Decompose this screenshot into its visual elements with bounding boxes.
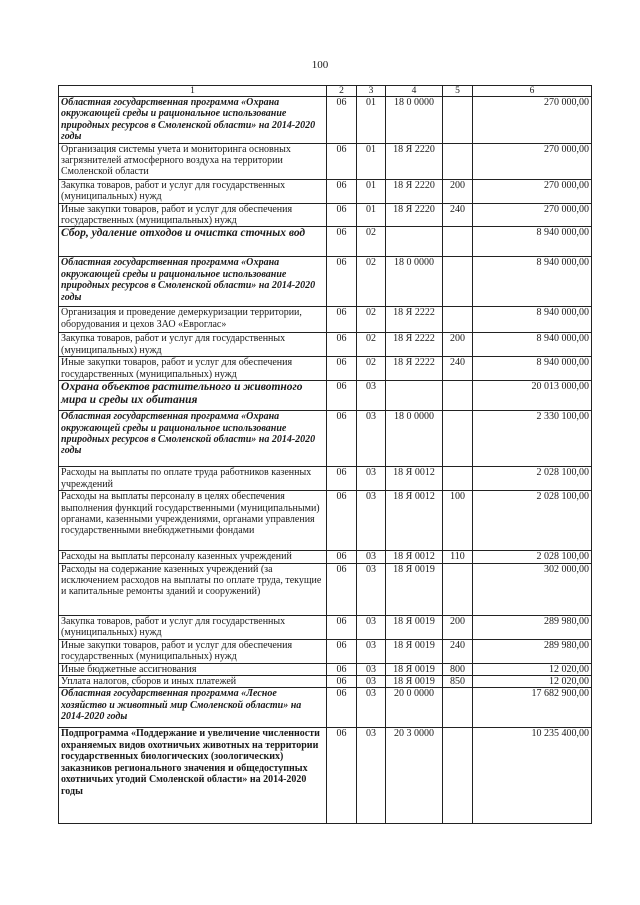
row-expense-type [443, 143, 473, 179]
row-subsection: 02 [357, 333, 386, 357]
row-subsection: 01 [357, 97, 386, 144]
row-section: 06 [327, 491, 357, 551]
row-target-code: 18 Я 0012 [386, 467, 443, 491]
row-target-code: 18 Я 0019 [386, 663, 443, 675]
table-row [59, 676, 592, 688]
row-expense-type: 240 [443, 203, 473, 227]
row-subsection: 03 [357, 676, 386, 688]
row-name: Сбор, удаление отходов и очистка сточных вод [59, 227, 327, 257]
row-expense-type [443, 563, 473, 615]
row-target-code [386, 381, 443, 411]
row-expense-type [443, 227, 473, 257]
table-row [59, 551, 592, 563]
row-expense-type [443, 467, 473, 491]
row-section: 06 [327, 357, 357, 381]
row-target-code [386, 227, 443, 257]
row-target-code: 18 Я 0012 [386, 551, 443, 563]
row-target-code: 18 Я 2222 [386, 307, 443, 333]
row-section: 06 [327, 203, 357, 227]
col-header-6: 6 [473, 86, 592, 97]
row-target-code: 20 0 0000 [386, 688, 443, 728]
row-amount: 270 000,00 [473, 97, 592, 144]
row-target-code: 20 3 0000 [386, 728, 443, 824]
row-name: Расходы на выплаты по оплате труда работников казенных учреждений [59, 467, 327, 491]
table-row [59, 257, 592, 307]
row-section: 06 [327, 257, 357, 307]
row-target-code: 18 0 0000 [386, 97, 443, 144]
row-section: 06 [327, 179, 357, 203]
col-header-4: 4 [386, 86, 443, 97]
row-expense-type: 240 [443, 357, 473, 381]
row-subsection: 02 [357, 357, 386, 381]
row-amount: 8 940 000,00 [473, 257, 592, 307]
row-section: 06 [327, 143, 357, 179]
row-subsection: 01 [357, 179, 386, 203]
row-expense-type: 100 [443, 491, 473, 551]
row-target-code: 18 Я 2220 [386, 179, 443, 203]
row-expense-type [443, 97, 473, 144]
row-subsection: 03 [357, 688, 386, 728]
row-target-code: 18 Я 0019 [386, 615, 443, 639]
row-section: 06 [327, 381, 357, 411]
row-subsection: 02 [357, 307, 386, 333]
table-row [59, 688, 592, 728]
row-name: Иные бюджетные ассигнования [59, 663, 327, 675]
row-amount: 270 000,00 [473, 179, 592, 203]
row-subsection: 03 [357, 411, 386, 467]
row-amount: 12 020,00 [473, 676, 592, 688]
row-target-code: 18 Я 0012 [386, 491, 443, 551]
row-expense-type [443, 257, 473, 307]
row-section: 06 [327, 467, 357, 491]
row-name: Расходы на выплаты персоналу в целях обеспечения выполнения функций государственными (муниципальными) органами, казенными учреждениями, органами управления государственными внебюджетными фондами [59, 491, 327, 551]
row-amount: 2 028 100,00 [473, 551, 592, 563]
row-target-code: 18 Я 2222 [386, 333, 443, 357]
table-row [59, 615, 592, 639]
table-row [59, 357, 592, 381]
row-subsection: 03 [357, 663, 386, 675]
row-section: 06 [327, 615, 357, 639]
table-row [59, 491, 592, 551]
page-number: 100 [311, 59, 329, 71]
row-name: Областная государственная программа «Охрана окружающей среды и рациональное использование природных ресурсов в Смоленской области» на 2014-2020 годы [59, 257, 327, 307]
row-amount: 2 028 100,00 [473, 491, 592, 551]
table-row [59, 467, 592, 491]
row-name: Уплата налогов, сборов и иных платежей [59, 676, 327, 688]
row-target-code: 18 Я 0019 [386, 563, 443, 615]
table-row [59, 663, 592, 675]
row-subsection: 03 [357, 381, 386, 411]
row-expense-type: 850 [443, 676, 473, 688]
row-name: Иные закупки товаров, работ и услуг для обеспечения государственных (муниципальных) нужд [59, 203, 327, 227]
col-header-2: 2 [327, 86, 357, 97]
row-section: 06 [327, 639, 357, 663]
row-target-code: 18 Я 2220 [386, 203, 443, 227]
row-section: 06 [327, 688, 357, 728]
row-expense-type [443, 307, 473, 333]
row-name: Закупка товаров, работ и услуг для государственных (муниципальных) нужд [59, 615, 327, 639]
row-expense-type [443, 411, 473, 467]
table-row [59, 639, 592, 663]
row-section: 06 [327, 97, 357, 144]
row-amount: 289 980,00 [473, 639, 592, 663]
table-row [59, 411, 592, 467]
row-amount: 2 028 100,00 [473, 467, 592, 491]
row-amount: 20 013 000,00 [473, 381, 592, 411]
row-name: Закупка товаров, работ и услуг для государственных (муниципальных) нужд [59, 333, 327, 357]
table-row [59, 333, 592, 357]
table-row [59, 143, 592, 179]
row-target-code: 18 Я 2220 [386, 143, 443, 179]
row-name: Областная государственная программа «Лесное хозяйство и животный мир Смоленской области» на 2014-2020 годы [59, 688, 327, 728]
table-row [59, 307, 592, 333]
col-header-3: 3 [357, 86, 386, 97]
row-section: 06 [327, 307, 357, 333]
row-name: Расходы на содержание казенных учреждений (за исключением расходов на выплаты по оплате труда, текущие и капитальные ремонты зданий и сооружений) [59, 563, 327, 615]
row-name: Охрана объектов растительного и животного мира и среды их обитания [59, 381, 327, 411]
row-subsection: 01 [357, 143, 386, 179]
table-row [59, 179, 592, 203]
row-amount: 8 940 000,00 [473, 307, 592, 333]
row-expense-type: 200 [443, 179, 473, 203]
table-row [59, 203, 592, 227]
row-subsection: 03 [357, 467, 386, 491]
row-name: Организация и проведение демеркуризации территории, оборудования и цехов ЗАО «Евроглас» [59, 307, 327, 333]
row-subsection: 02 [357, 257, 386, 307]
row-section: 06 [327, 563, 357, 615]
row-section: 06 [327, 333, 357, 357]
row-name: Иные закупки товаров, работ и услуг для обеспечения государственных (муниципальных) нужд [59, 639, 327, 663]
row-expense-type: 240 [443, 639, 473, 663]
table-row [59, 381, 592, 411]
row-name: Областная государственная программа «Охрана окружающей среды и рациональное использование природных ресурсов в Смоленской области» на 2014-2020 годы [59, 411, 327, 467]
row-name: Организация системы учета и мониторинга основных загрязнителей атмосферного воздуха на территории Смоленской области [59, 143, 327, 179]
row-subsection: 03 [357, 728, 386, 824]
row-target-code: 18 0 0000 [386, 411, 443, 467]
row-expense-type [443, 728, 473, 824]
row-amount: 8 940 000,00 [473, 227, 592, 257]
row-name: Расходы на выплаты персоналу казенных учреждений [59, 551, 327, 563]
row-amount: 302 000,00 [473, 563, 592, 615]
row-expense-type [443, 381, 473, 411]
row-subsection: 03 [357, 551, 386, 563]
header-row [59, 86, 592, 97]
row-amount: 289 980,00 [473, 615, 592, 639]
row-target-code: 18 0 0000 [386, 257, 443, 307]
row-expense-type: 200 [443, 333, 473, 357]
row-amount: 8 940 000,00 [473, 357, 592, 381]
row-name: Иные закупки товаров, работ и услуг для обеспечения государственных (муниципальных) нужд [59, 357, 327, 381]
row-subsection: 03 [357, 615, 386, 639]
budget-table [58, 85, 592, 824]
row-expense-type: 110 [443, 551, 473, 563]
row-amount: 10 235 400,00 [473, 728, 592, 824]
row-amount: 270 000,00 [473, 143, 592, 179]
row-target-code: 18 Я 0019 [386, 639, 443, 663]
row-amount: 12 020,00 [473, 663, 592, 675]
row-amount: 270 000,00 [473, 203, 592, 227]
row-section: 06 [327, 728, 357, 824]
row-expense-type: 800 [443, 663, 473, 675]
table-row [59, 728, 592, 824]
row-section: 06 [327, 411, 357, 467]
row-subsection: 03 [357, 639, 386, 663]
row-subsection: 01 [357, 203, 386, 227]
row-amount: 2 330 100,00 [473, 411, 592, 467]
table-row [59, 563, 592, 615]
row-expense-type: 200 [443, 615, 473, 639]
col-header-1: 1 [59, 86, 327, 97]
row-subsection: 03 [357, 563, 386, 615]
row-target-code: 18 Я 0019 [386, 676, 443, 688]
row-name: Подпрограмма «Поддержание и увеличение численности охраняемых видов охотничьих животных на территории государственных биологических (зоологических) заказников регионального значения и общедоступных охотничьих угодий Смоленской области» на 2014-2020 годы [59, 728, 327, 824]
row-amount: 8 940 000,00 [473, 333, 592, 357]
row-section: 06 [327, 551, 357, 563]
row-subsection: 02 [357, 227, 386, 257]
row-section: 06 [327, 227, 357, 257]
row-amount: 17 682 900,00 [473, 688, 592, 728]
row-target-code: 18 Я 2222 [386, 357, 443, 381]
row-subsection: 03 [357, 491, 386, 551]
row-section: 06 [327, 676, 357, 688]
table-row [59, 227, 592, 257]
row-name: Областная государственная программа «Охрана окружающей среды и рациональное использование природных ресурсов в Смоленской области» на 2014-2020 годы [59, 97, 327, 144]
row-expense-type [443, 688, 473, 728]
col-header-5: 5 [443, 86, 473, 97]
row-name: Закупка товаров, работ и услуг для государственных (муниципальных) нужд [59, 179, 327, 203]
table-row [59, 97, 592, 144]
row-section: 06 [327, 663, 357, 675]
